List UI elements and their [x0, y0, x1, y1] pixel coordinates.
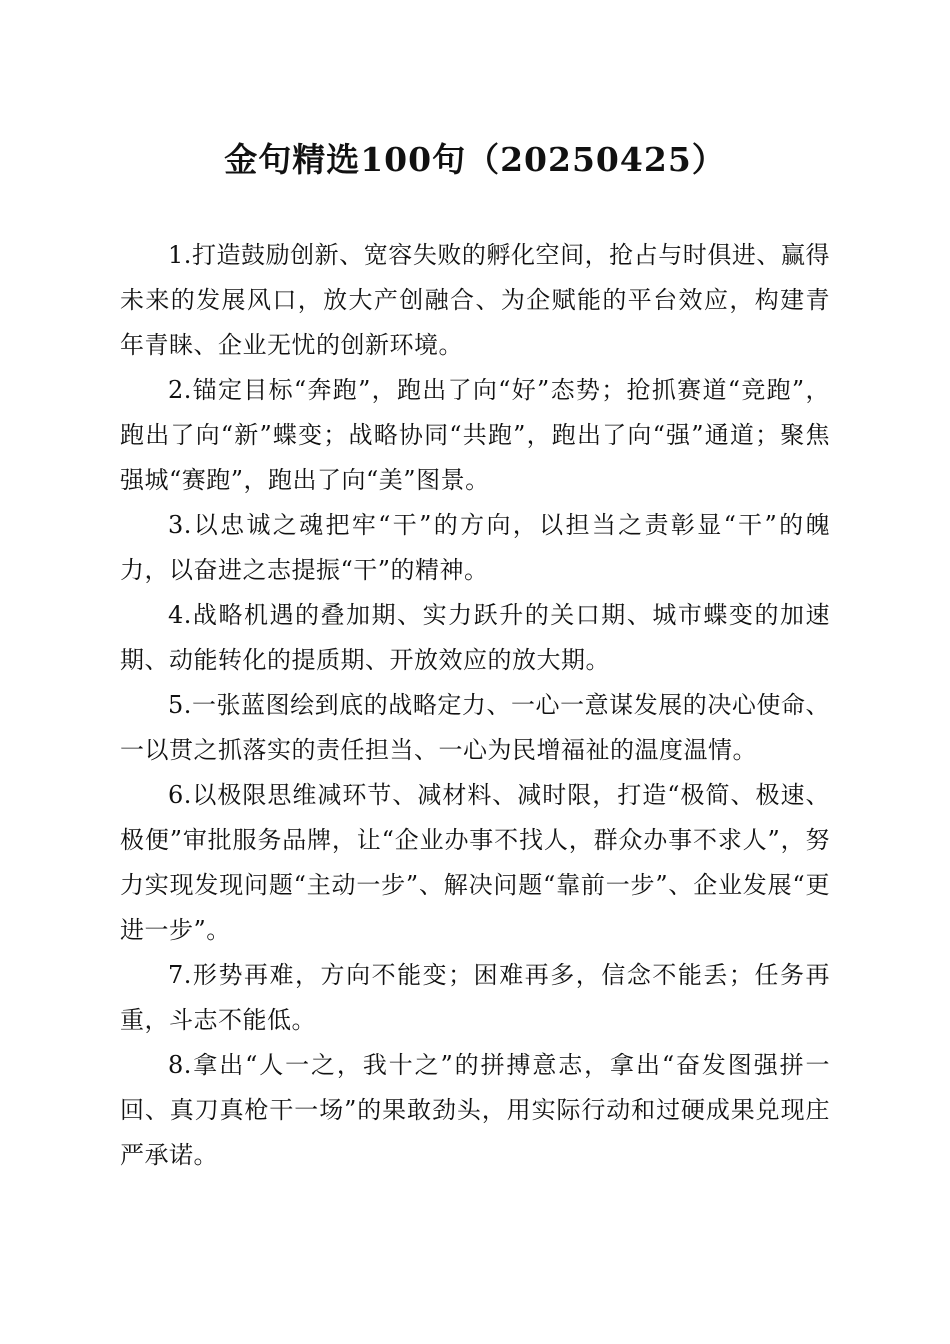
paragraph-3: 3.以忠诚之魂把牢“干”的方向，以担当之责彰显“干”的魄力，以奋进之志提振“干”的精神。 — [120, 511, 830, 584]
document-title: 金句精选100句（20250425） — [224, 140, 726, 179]
paragraph-1: 1.打造鼓励创新、宽容失败的孵化空间，抢占与时俱进、赢得未来的发展风口，放大产创融合、为企赋能的平台效应，构建青年青睐、企业无忧的创新环境。 — [120, 241, 830, 359]
paragraph-6: 6.以极限思维减环节、减材料、减时限，打造“极简、极速、极便”审批服务品牌，让“企业办事不找人，群众办事不求人”，努力实现发现问题“主动一步”、解决问题“靠前一步”、企业发展“更进一步”。 — [120, 781, 830, 944]
paragraph-2: 2.锚定目标“奔跑”，跑出了向“好”态势；抢抓赛道“竞跑”，跑出了向“新”蝶变；战略协同“共跑”，跑出了向“强”通道；聚焦强城“赛跑”，跑出了向“美”图景。 — [120, 376, 830, 494]
paragraph-5: 5.一张蓝图绘到底的战略定力、一心一意谋发展的决心使命、一以贯之抓落实的责任担当、一心为民增福祉的温度温情。 — [120, 691, 830, 764]
paragraph-4: 4.战略机遇的叠加期、实力跃升的关口期、城市蝶变的加速期、动能转化的提质期、开放效应的放大期。 — [120, 601, 830, 674]
paragraph-8: 8.拿出“人一之，我十之”的拼搏意志，拿出“奋发图强拼一回、真刀真枪干一场”的果敢劲头，用实际行动和过硬成果兑现庄严承诺。 — [120, 1051, 830, 1169]
paragraph-7: 7.形势再难，方向不能变；困难再多，信念不能丢；任务再重，斗志不能低。 — [120, 961, 830, 1034]
document-body — [120, 233, 830, 1178]
